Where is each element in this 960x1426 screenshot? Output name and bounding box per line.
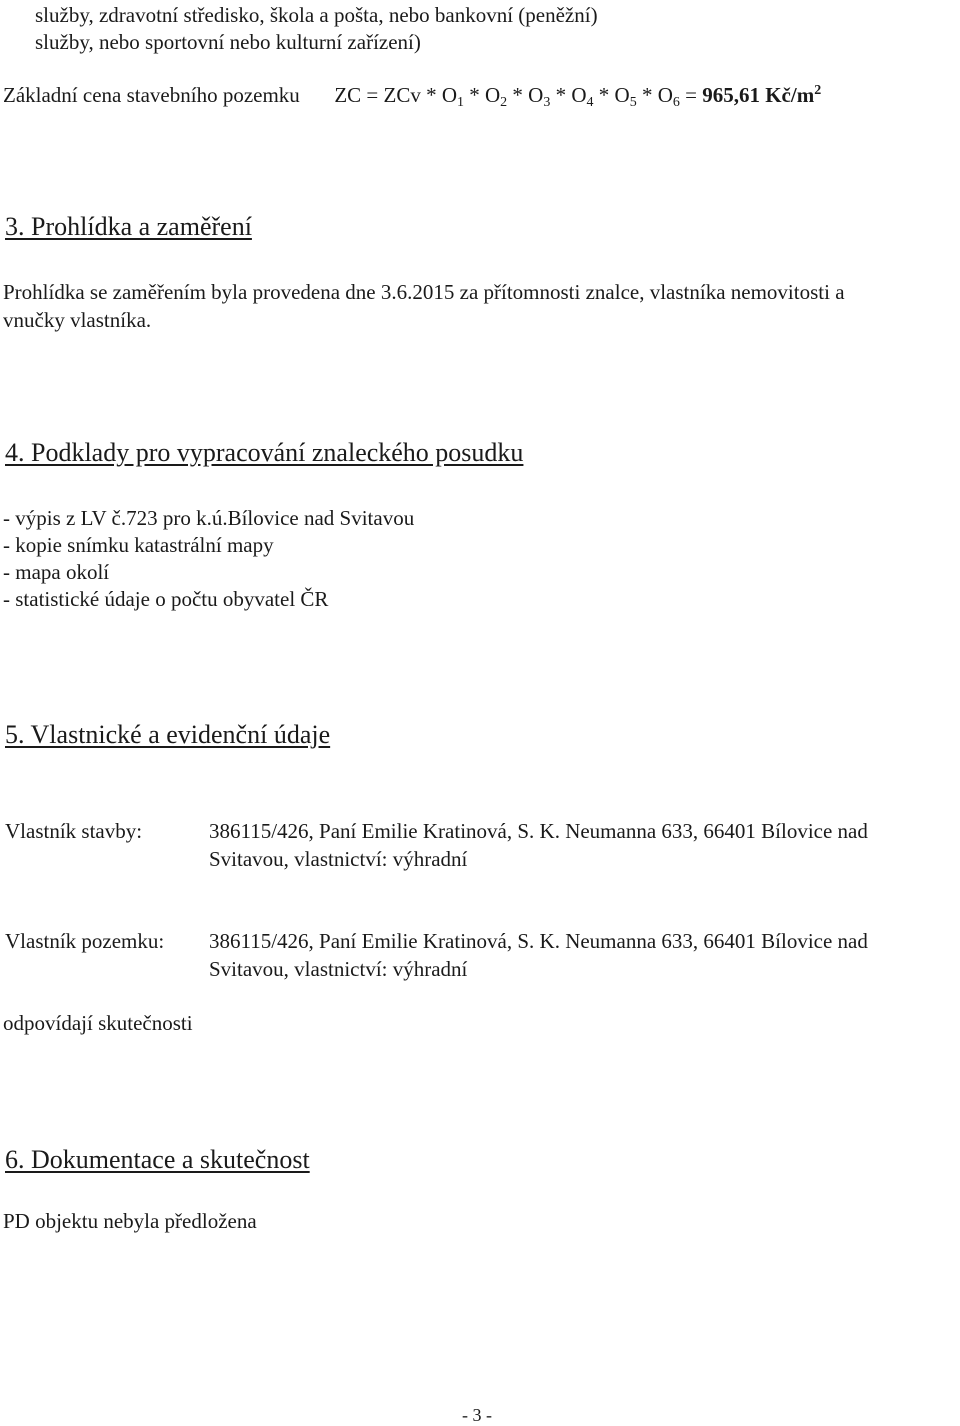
section-3-text-line-1: Prohlídka se zaměřením byla provedena dne 3.6.2015 za přítomnosti znalce, vlastníka nemovitosti a: [3, 280, 845, 304]
section-3-heading: 3. Prohlídka a zaměření: [5, 212, 252, 241]
intro-line-2: služby, nebo sportovní nebo kulturní zařízení): [35, 30, 421, 54]
section-6-text: PD objektu nebyla předložena: [3, 1209, 257, 1233]
intro-line-1: služby, zdravotní středisko, škola a pošta, nebo bankovní (peněžní): [35, 3, 598, 27]
owners-note: odpovídají skutečnosti: [3, 1011, 193, 1035]
base-price-label: Základní cena stavebního pozemku: [3, 83, 300, 107]
list-item: - statistické údaje o počtu obyvatel ČR: [3, 587, 329, 611]
owner-land-label: Vlastník pozemku:: [5, 929, 165, 953]
section-6-heading: 6. Dokumentace a skutečnost: [5, 1145, 310, 1174]
list-item: - mapa okolí: [3, 560, 110, 584]
owner-building-value-line-1: 386115/426, Paní Emilie Kratinová, S. K. Neumanna 633, 66401 Bílovice nad: [209, 819, 868, 843]
list-item: - výpis z LV č.723 pro k.ú.Bílovice nad Svitavou: [3, 506, 415, 530]
page-number: - 3 -: [462, 1405, 492, 1425]
owner-land-value-line-2: Svitavou, vlastnictví: výhradní: [209, 957, 468, 981]
owner-land-value-line-1: 386115/426, Paní Emilie Kratinová, S. K. Neumanna 633, 66401 Bílovice nad: [209, 929, 868, 953]
owner-building-label: Vlastník stavby:: [5, 819, 143, 843]
base-price-row: [3, 82, 821, 108]
section-5-heading: 5. Vlastnické a evidenční údaje: [5, 720, 331, 749]
section-3-text-line-2: vnučky vlastníka.: [3, 308, 152, 332]
base-price-formula: ZC = ZCv * $O_1 * O_2 * O_3 * O_4 * O_5 * O_6 = 965,61$ $Kč/m^2$: [334, 83, 822, 110]
list-item: - kopie snímku katastrální mapy: [3, 533, 274, 557]
section-4-heading: 4. Podklady pro vypracování znaleckého posudku: [5, 438, 524, 467]
base-price-value: 965,61 Kč/m: [702, 83, 815, 107]
owner-building-value-line-2: Svitavou, vlastnictví: výhradní: [209, 847, 468, 871]
